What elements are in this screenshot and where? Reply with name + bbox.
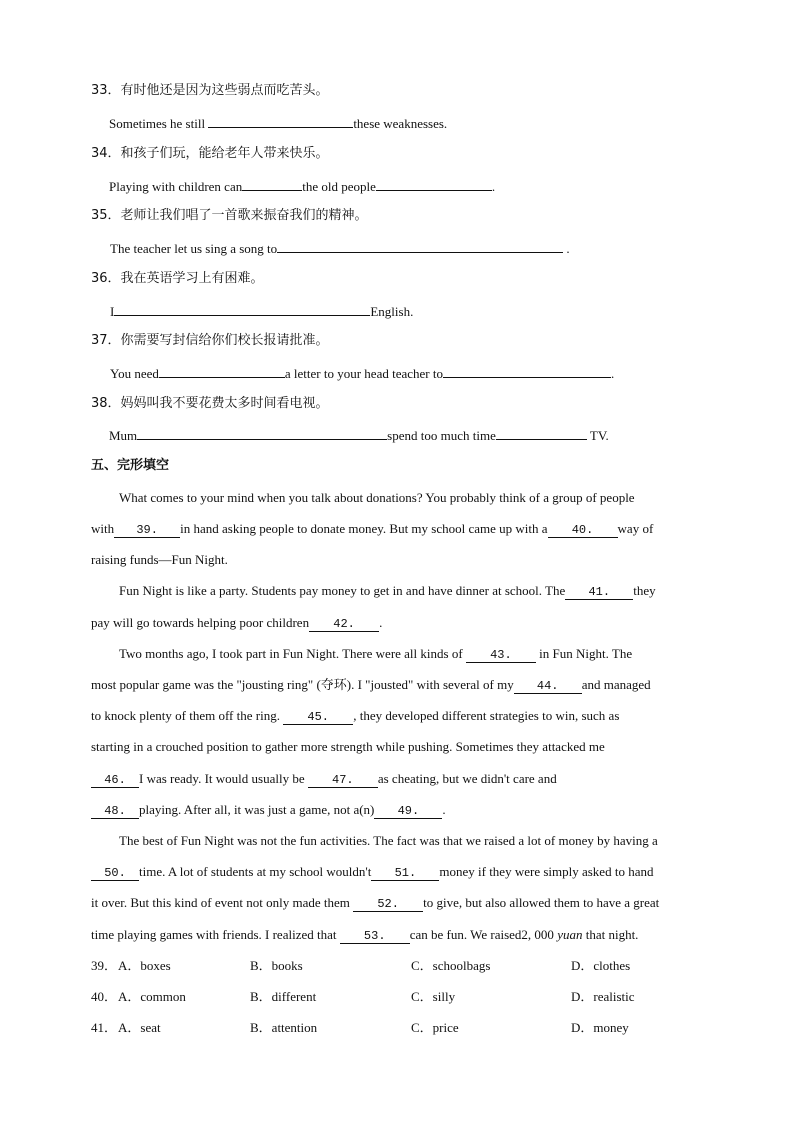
answer-blank[interactable] (242, 178, 302, 191)
cloze-blank-43[interactable]: 43. (466, 648, 536, 663)
option-number: 41． (91, 1020, 118, 1035)
cloze-blank-50[interactable]: 50. (91, 866, 139, 881)
cloze-blank-52[interactable]: 52. (353, 897, 423, 912)
question-33-english: Sometimes he still these weaknesses. (109, 116, 448, 131)
section-heading: 五、完形填空 (91, 458, 170, 473)
chinese-sentence: 你需要写封信给你们校长报请批准。 (120, 333, 329, 348)
passage-line: Two months ago, I took part in Fun Night. There were all kinds of 43. in Fun Night. The (119, 646, 633, 662)
answer-blank[interactable] (277, 240, 563, 253)
passage-line: What comes to your mind when you talk about donations? You probably think of a group of people (119, 490, 635, 505)
option-a[interactable]: A．seat (118, 1020, 161, 1035)
question-number: 36． (91, 271, 121, 286)
chinese-sentence: 我在英语学习上有困难。 (120, 271, 264, 286)
option-number: 40． (91, 989, 118, 1004)
cloze-blank-49[interactable]: 49. (374, 804, 442, 819)
cloze-blank-44[interactable]: 44. (514, 679, 582, 694)
question-number: 34． (91, 146, 121, 161)
passage-line: 48. playing. After all, it was just a game, not a(n) 49. . (91, 802, 446, 819)
cloze-blank-40[interactable]: 40. (548, 523, 618, 538)
question-38-chinese (91, 396, 329, 412)
question-36-chinese (91, 271, 264, 287)
option-number: 39． (91, 958, 118, 973)
option-d[interactable]: D．clothes (571, 958, 631, 973)
question-34-english: Playing with children can the old people . (109, 179, 496, 194)
option-b[interactable]: B．attention (250, 1020, 318, 1035)
answer-blank[interactable] (376, 178, 492, 191)
answer-blank[interactable] (443, 365, 611, 378)
passage-line: most popular game was the "jousting ring" (夺环). I "jousted" with several of my 44. and managed (91, 677, 651, 693)
question-34-chinese (91, 146, 329, 162)
passage-line: starting in a crouched position to gather more strength while pushing. Sometimes they attacked me (91, 739, 605, 754)
option-d[interactable]: D．money (571, 1020, 629, 1035)
question-number: 35． (91, 208, 121, 223)
passage-line: pay will go towards helping poor children 42. . (91, 615, 383, 631)
question-number: 38． (91, 396, 121, 411)
question-35-english: The teacher let us sing a song to . (110, 241, 570, 256)
cloze-blank-45[interactable]: 45. (283, 710, 353, 725)
question-35-chinese (91, 208, 368, 224)
chinese-sentence: 和孩子们玩，能给老年人带来快乐。 (120, 146, 329, 161)
cloze-blank-48[interactable]: 48. (91, 804, 139, 819)
passage-line: 50. time. A lot of students at my school wouldn't 51. money if they were simply asked to hand (91, 864, 653, 881)
answer-blank[interactable] (159, 365, 285, 378)
option-a[interactable]: A．boxes (118, 958, 171, 973)
passage-line: The best of Fun Night was not the fun activities. The fact was that we raised a lot of money by having a (119, 833, 658, 848)
question-36-english: I English. (110, 304, 414, 319)
question-number: 37． (91, 333, 121, 348)
answer-blank[interactable] (137, 427, 387, 440)
passage-line: it over. But this kind of event not only made them 52. to give, but also allowed them to have a great (91, 895, 660, 911)
option-a[interactable]: A．common (118, 989, 186, 1004)
chinese-sentence: 妈妈叫我不要花费太多时间看电视。 (120, 396, 329, 411)
question-38-english: Mum spend too much time TV. (109, 428, 609, 443)
cloze-blank-42[interactable]: 42. (309, 617, 379, 632)
cloze-blank-51[interactable]: 51. (371, 866, 439, 881)
option-d[interactable]: D．realistic (571, 989, 635, 1004)
chinese-sentence: 老师让我们唱了一首歌来振奋我们的精神。 (120, 208, 368, 223)
cloze-blank-47[interactable]: 47. (308, 773, 378, 788)
answer-blank[interactable] (496, 427, 587, 440)
question-number: 33． (91, 83, 121, 98)
passage-line: to knock plenty of them off the ring. 45. , they developed different strategies to win, such as (91, 708, 620, 724)
cloze-blank-41[interactable]: 41. (565, 585, 633, 600)
passage-line: 46. I was ready. It would usually be 47. as cheating, but we didn't care and (91, 771, 557, 788)
answer-blank[interactable] (114, 303, 370, 316)
passage-line: raising funds—Fun Night. (91, 552, 228, 567)
passage-line: time playing games with friends. I realized that 53. can be fun. We raised2, 000 yuan that night. (91, 927, 639, 943)
answer-blank[interactable] (208, 115, 353, 128)
chinese-sentence: 有时他还是因为这些弱点而吃苦头。 (120, 83, 329, 98)
cloze-blank-46[interactable]: 46. (91, 773, 139, 788)
option-b[interactable]: B．books (250, 958, 303, 973)
question-33-chinese (91, 83, 329, 99)
option-c[interactable]: C．price (411, 1020, 459, 1035)
passage-line: Fun Night is like a party. Students pay money to get in and have dinner at school. The 41. they (119, 583, 656, 599)
passage-line: with 39. in hand asking people to donate money. But my school came up with a 40. way of (91, 521, 654, 537)
option-c[interactable]: C．schoolbags (411, 958, 491, 973)
option-b[interactable]: B．different (250, 989, 317, 1004)
question-37-english: You need a letter to your head teacher to . (110, 366, 615, 381)
question-37-chinese (91, 333, 329, 349)
cloze-blank-53[interactable]: 53. (340, 929, 410, 944)
option-c[interactable]: C．silly (411, 989, 456, 1004)
cloze-blank-39[interactable]: 39. (114, 523, 180, 538)
